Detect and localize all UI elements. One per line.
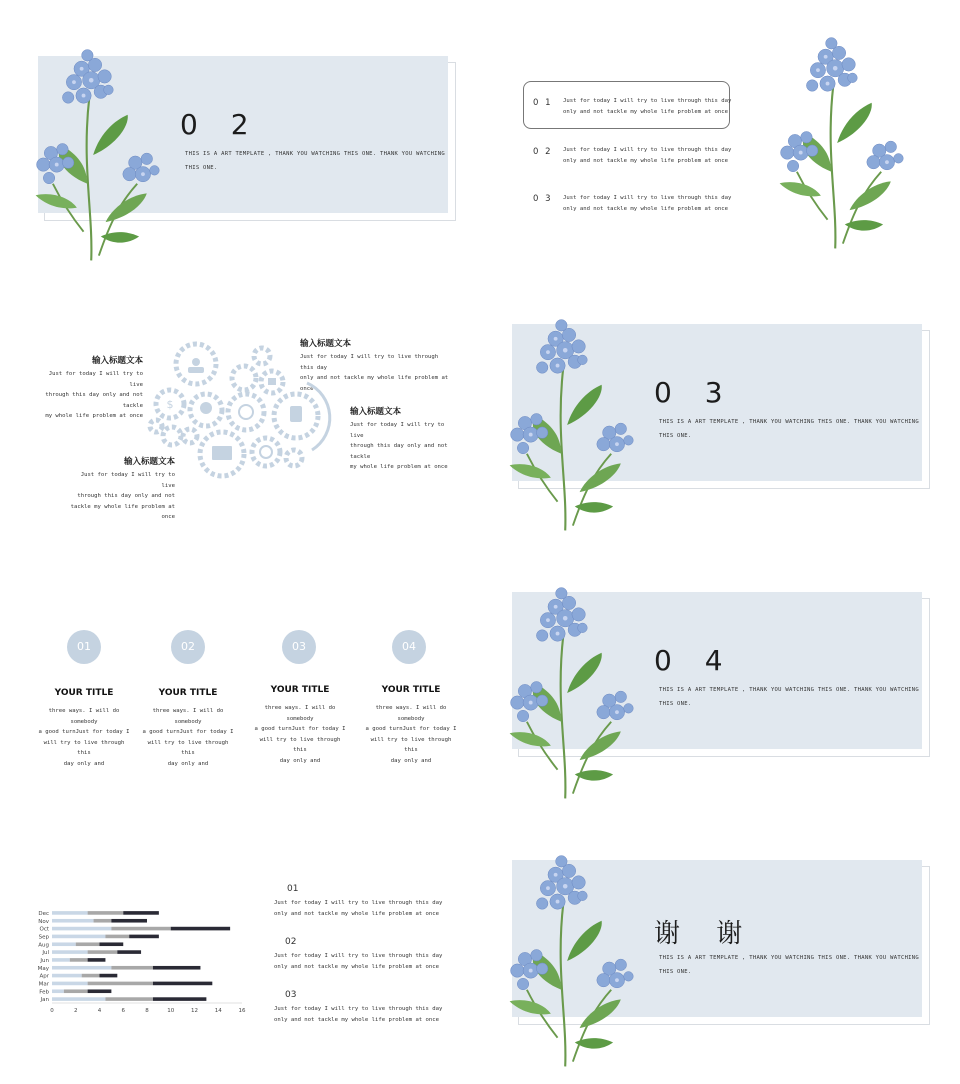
step-circle: 01: [67, 630, 101, 664]
list-line: Just for today I will try to live through this day: [563, 147, 732, 153]
step-title: YOUR TITLE: [158, 688, 218, 698]
gear-cluster-icon: [142, 340, 342, 490]
step-desc: [36, 706, 132, 769]
bar-segment: [82, 974, 100, 978]
step-desc: [363, 703, 459, 766]
x-tick-label: 8: [145, 1008, 149, 1014]
x-tick-label: 6: [121, 1008, 125, 1014]
block-line: Just for today I will try to live: [350, 422, 445, 439]
category-label: Jan: [40, 997, 49, 1004]
step-desc: [140, 706, 236, 769]
list-line: Just for today I will try to live through this day: [274, 953, 443, 959]
bar-segment: [52, 911, 88, 915]
block-line: tackle my whole life problem at: [70, 503, 175, 510]
list-number: 02: [285, 937, 297, 947]
list-text: [563, 96, 731, 117]
desc-line: will try to live through this: [259, 736, 341, 753]
category-label: Mar: [38, 981, 49, 988]
desc-line: a good turnJust for today I: [142, 729, 234, 735]
bar-segment: [111, 966, 153, 970]
desc-line: three ways. I will do somebody: [152, 708, 224, 725]
section-subtitle: [659, 415, 919, 443]
step-title: YOUR TITLE: [270, 685, 330, 695]
section-subtitle: [659, 951, 919, 979]
step-title: YOUR TITLE: [381, 685, 441, 695]
bar-segment: [52, 919, 94, 923]
bar-segment: [129, 935, 159, 939]
text-block-left-top: [40, 354, 143, 422]
list-text: [563, 145, 731, 166]
list-line: Just for today I will try to live through this day: [274, 900, 443, 906]
list-number: 03: [285, 990, 297, 1000]
bar-segment: [105, 997, 153, 1001]
block-heading: 输入标题文本: [350, 407, 402, 417]
bar-segment: [123, 911, 159, 915]
x-tick-label: 2: [74, 1008, 78, 1014]
list-text: [563, 193, 731, 214]
category-label: Aug: [38, 942, 49, 949]
block-heading: 输入标题文本: [123, 457, 175, 467]
bar-segment: [52, 942, 76, 946]
x-tick-label: 12: [191, 1008, 198, 1014]
bar-segment: [153, 997, 206, 1001]
step-circle: 04: [392, 630, 426, 664]
x-tick-label: 0: [50, 1008, 54, 1014]
block-heading: 输入标题文本: [91, 356, 143, 366]
bar-segment: [52, 997, 105, 1001]
bar-segment: [76, 942, 100, 946]
flower-illustration-icon: [760, 28, 920, 258]
bar-segment: [153, 982, 212, 986]
list-text: [274, 951, 442, 972]
bar-segment: [94, 919, 112, 923]
bar-segment: [52, 989, 64, 993]
block-line: through this day only and not tackle: [45, 392, 143, 409]
category-label: Oct: [39, 926, 49, 933]
list-number: 0 2: [533, 147, 553, 157]
block-line: Just for today I will try to live through this day: [300, 354, 439, 371]
list-line: Just for today I will try to live through this day: [563, 195, 732, 201]
category-label: Dec: [38, 910, 49, 917]
list-line: only and not tackle my whole life problem at once: [274, 910, 440, 917]
block-line: Just for today I will try to live: [80, 472, 175, 489]
desc-line: day only and: [279, 757, 321, 764]
list-line: only and not tackle my whole life problem at once: [274, 1016, 440, 1023]
section-number: 0 4: [654, 644, 735, 677]
block-line: my whole life problem at once: [350, 464, 448, 470]
section-subtitle: [185, 147, 445, 175]
bar-segment: [88, 982, 153, 986]
block-line: through this day only and not tackle: [350, 443, 448, 460]
desc-line: will try to live through this: [147, 739, 229, 756]
bar-segment: [52, 974, 82, 978]
block-line: through this day only and not: [77, 493, 175, 499]
block-line: my whole life problem at once: [45, 413, 143, 419]
list-line: only and not tackle my whole life problem at once: [563, 205, 729, 212]
flower-illustration-icon: [16, 40, 176, 270]
x-tick-label: 4: [97, 1008, 102, 1014]
bar-segment: [111, 927, 170, 931]
bar-segment: [105, 935, 129, 939]
bar-segment: [64, 989, 88, 993]
list-number: 0 3: [533, 194, 553, 204]
category-label: Jun: [40, 957, 49, 964]
desc-line: three ways. I will do somebody: [48, 708, 120, 725]
desc-line: will try to live through this: [370, 736, 452, 753]
subtitle-line: THIS IS A ART TEMPLATE , THANK YOU WATCHING THIS ONE. THANK YOU WATCHING: [185, 151, 446, 157]
bar-segment: [117, 950, 141, 954]
bar-segment: [100, 942, 124, 946]
flower-illustration-icon: [490, 846, 650, 1076]
bar-segment: [52, 966, 111, 970]
desc-line: day only and: [167, 760, 209, 767]
x-tick-label: 10: [167, 1008, 175, 1014]
bar-segment: [70, 958, 88, 962]
category-label: Jul: [42, 950, 49, 957]
list-line: only and not tackle my whole life problem at once: [563, 157, 729, 164]
subtitle-line: THIS ONE.: [185, 165, 218, 171]
x-tick-label: 14: [214, 1008, 222, 1014]
subtitle-line: THIS IS A ART TEMPLATE , THANK YOU WATCHING THIS ONE. THANK YOU WATCHING: [659, 955, 920, 961]
bar-segment: [88, 950, 118, 954]
block-text: [40, 369, 143, 422]
bar-segment: [52, 958, 70, 962]
bar-segment: [52, 927, 111, 931]
subtitle-line: THIS ONE.: [659, 433, 692, 439]
desc-line: three ways. I will do somebody: [264, 705, 336, 722]
category-label: Apr: [39, 973, 49, 980]
block-line: only and not tackle my whole life problem at once: [300, 375, 449, 392]
section-subtitle: [659, 683, 919, 711]
list-number: 0 1: [533, 98, 553, 108]
list-line: Just for today I will try to live through this day: [563, 98, 732, 104]
stacked-bar-chart: [30, 905, 255, 1017]
subtitle-line: THIS ONE.: [659, 969, 692, 975]
category-label: Feb: [39, 989, 49, 996]
flower-illustration-icon: [490, 310, 650, 540]
list-line: only and not tackle my whole life problem at once: [563, 108, 729, 115]
thanks-title: 谢 谢: [654, 919, 757, 949]
subtitle-line: THIS IS A ART TEMPLATE , THANK YOU WATCHING THIS ONE. THANK YOU WATCHING: [659, 687, 920, 693]
section-number: 0 3: [654, 376, 735, 409]
block-line: once: [161, 514, 175, 520]
block-heading: 输入标题文本: [300, 339, 352, 349]
category-label: Nov: [38, 918, 49, 925]
list-number: 01: [287, 884, 299, 894]
desc-line: a good turnJust for today I: [38, 729, 130, 735]
step-circle: 03: [282, 630, 316, 664]
bar-segment: [88, 989, 112, 993]
desc-line: day only and: [390, 757, 432, 764]
svg-text:$: $: [166, 398, 174, 411]
step-title: YOUR TITLE: [54, 688, 114, 698]
category-label: May: [37, 965, 49, 972]
bar-segment: [171, 927, 230, 931]
bar-segment: [52, 950, 88, 954]
step-desc: [252, 703, 348, 766]
bar-segment: [153, 966, 201, 970]
desc-line: three ways. I will do somebody: [375, 705, 447, 722]
text-block-right-mid: [350, 405, 460, 473]
x-tick-label: 16: [238, 1008, 246, 1014]
section-number: 0 2: [180, 108, 261, 141]
desc-line: will try to live through this: [43, 739, 125, 756]
bar-segment: [100, 974, 118, 978]
bar-segment: [88, 958, 106, 962]
list-text: [274, 1004, 442, 1025]
step-circle: 02: [171, 630, 205, 664]
flower-illustration-icon: [490, 578, 650, 808]
bar-segment: [52, 982, 88, 986]
bar-segment: [52, 935, 105, 939]
list-line: Just for today I will try to live through this day: [274, 1006, 443, 1012]
desc-line: a good turnJust for today I: [254, 726, 346, 732]
subtitle-line: THIS ONE.: [659, 701, 692, 707]
desc-line: day only and: [63, 760, 105, 767]
bar-segment: [88, 911, 124, 915]
desc-line: a good turnJust for today I: [365, 726, 457, 732]
list-line: only and not tackle my whole life problem at once: [274, 963, 440, 970]
block-text: [350, 420, 460, 473]
subtitle-line: THIS IS A ART TEMPLATE , THANK YOU WATCHING THIS ONE. THANK YOU WATCHING: [659, 419, 920, 425]
block-line: Just for today I will try to live: [48, 371, 143, 388]
category-label: Sep: [38, 934, 49, 941]
list-text: [274, 898, 442, 919]
bar-segment: [111, 919, 147, 923]
